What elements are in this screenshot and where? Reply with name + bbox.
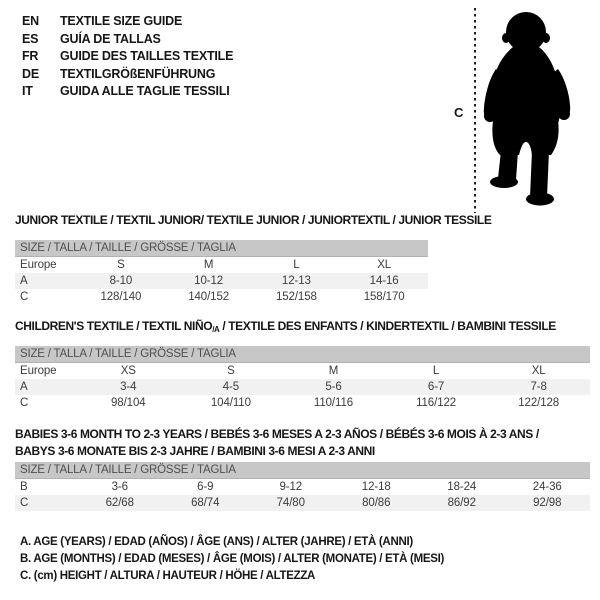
row-label: C — [20, 397, 29, 409]
row-label: Europe — [20, 259, 57, 271]
row-label: C — [20, 291, 29, 303]
table-cell: 3-4 — [120, 381, 137, 393]
children-size-table — [15, 346, 590, 411]
row-label: C — [20, 497, 29, 509]
table-cell: 62/68 — [105, 497, 134, 509]
lang-code: IT — [22, 84, 33, 99]
baby-silhouette — [481, 8, 573, 210]
footnote-age-months: B. AGE (MONTHS) / EDAD (MESES) / ÂGE (MOIS) / ALTER (MONATE) / ETÀ (MESI) — [20, 553, 445, 566]
babies-title-line2: BABYS 3-6 MONATE BIS 2-3 JAHRE / BAMBINI 3-6 MESI A 2-3 ANNI — [15, 444, 375, 458]
table-cell: 6-9 — [197, 481, 214, 493]
table-row-europe — [15, 363, 590, 379]
table-cell: 158/170 — [363, 291, 405, 303]
table-cell: 12-18 — [361, 481, 391, 493]
table-cell: 74/80 — [276, 497, 305, 509]
table-row-height — [15, 289, 428, 305]
table-cell: 24-36 — [532, 481, 562, 493]
babies-section-title — [15, 426, 539, 460]
table-cell: XS — [120, 365, 136, 377]
lang-label: GUIDA ALLE TAGLIE TESSILI — [60, 84, 230, 99]
table-row-height — [15, 495, 590, 511]
lang-code: EN — [22, 14, 39, 28]
table-cell: 10-12 — [194, 275, 224, 287]
table-cell: XL — [531, 365, 546, 377]
footnote-height: C. (cm) HEIGHT / ALTURA / HAUTEUR / HÖHE / ALTEZZA — [20, 570, 316, 583]
table-cell: 8-10 — [109, 275, 133, 287]
table-cell: 98/104 — [111, 397, 146, 409]
table-cell: L — [432, 365, 440, 377]
lang-row-fr — [22, 48, 233, 66]
table-cell: 7-8 — [530, 381, 547, 393]
table-cell: 80/86 — [362, 497, 391, 509]
table-cell: 128/140 — [100, 291, 142, 303]
size-header-bar: SIZE / TALLA / TAILLE / GRÖSSE / TAGLIA — [15, 462, 590, 479]
table-cell: 110/116 — [313, 397, 354, 409]
children-title-post: / TEXTILE DES ENFANTS / KINDERTEXTIL / BAMBINI TESSILE — [219, 319, 556, 333]
table-cell: L — [293, 259, 300, 271]
table-cell: 6-7 — [427, 381, 445, 393]
lang-code: FR — [22, 49, 39, 64]
table-cell: 9-12 — [279, 481, 303, 493]
table-cell: 152/158 — [275, 291, 317, 303]
babies-title-line1: BABIES 3-6 MONTH TO 2-3 YEARS / BEBÉS 3-6 MESES A 2-3 AÑOS / BÉBÉS 3-6 MOIS À 2-3 ANS / — [15, 427, 539, 441]
lang-code: DE — [22, 66, 39, 81]
footnote-age-years: A. AGE (YEARS) / EDAD (AÑOS) / ÂGE (ANS) / ALTER (JAHRE) / ETÀ (ANNI) — [20, 536, 413, 548]
lang-label: GUIDE DES TAILLES TEXTILE — [60, 49, 234, 64]
children-title-pre: CHILDREN'S TEXTILE / TEXTIL NIÑO — [15, 319, 213, 333]
table-cell: 68/74 — [191, 497, 220, 509]
lang-label: TEXTILGRÖßENFÜHRUNG — [60, 66, 216, 81]
lang-row-de — [22, 66, 233, 84]
children-section-title — [15, 319, 556, 334]
table-cell: 18-24 — [447, 481, 477, 493]
baby-head — [506, 12, 546, 52]
height-measure-label: C — [454, 105, 464, 120]
table-cell: 122/128 — [518, 397, 560, 409]
table-cell: S — [227, 365, 235, 377]
children-title-sub: /A — [212, 325, 220, 334]
lang-label: TEXTILE SIZE GUIDE — [60, 14, 183, 28]
row-label: A — [20, 275, 28, 287]
table-cell: M — [328, 365, 339, 377]
row-label: B — [20, 481, 28, 493]
size-header-bar: SIZE / TALLA / TAILLE / GRÖSSE / TAGLIA — [15, 346, 590, 363]
row-label: Europe — [20, 365, 57, 377]
legend-footnotes — [20, 534, 444, 586]
table-row-height — [15, 395, 590, 411]
row-label: A — [20, 381, 28, 393]
lang-code: ES — [22, 31, 39, 46]
table-cell: S — [117, 259, 125, 271]
table-cell: 12-13 — [281, 275, 311, 287]
junior-section-title: JUNIOR TEXTILE / TEXTIL JUNIOR/ TEXTILE JUNIOR / JUNIORTEXTIL / JUNIOR TESSILE — [15, 213, 492, 227]
lang-label: GUÍA DE TALLAS — [60, 31, 161, 46]
babies-size-table — [15, 462, 590, 511]
table-cell: XL — [377, 259, 392, 271]
table-row-europe — [15, 257, 428, 273]
table-cell: 92/98 — [533, 497, 562, 509]
table-cell: 86/92 — [447, 497, 476, 509]
size-header-bar: SIZE / TALLA / TAILLE / GRÖSSE / TAGLIA — [15, 240, 428, 257]
table-cell: 104/110 — [210, 397, 251, 409]
table-cell: M — [203, 259, 214, 271]
table-cell: 4-5 — [222, 381, 240, 393]
table-row-age — [15, 273, 428, 289]
language-list — [22, 13, 233, 101]
table-cell: 3-6 — [111, 481, 128, 493]
table-cell: 5-6 — [325, 381, 342, 393]
table-row-age — [15, 379, 590, 395]
table-cell: 116/122 — [416, 397, 457, 409]
table-cell: 140/152 — [188, 291, 230, 303]
table-row-months — [15, 479, 590, 495]
lang-row-it — [22, 83, 233, 101]
table-cell: 14-16 — [369, 275, 399, 287]
junior-size-table — [15, 240, 428, 305]
lang-row-es — [22, 31, 233, 49]
height-dashed-line — [474, 8, 476, 213]
lang-row-en — [22, 13, 233, 31]
